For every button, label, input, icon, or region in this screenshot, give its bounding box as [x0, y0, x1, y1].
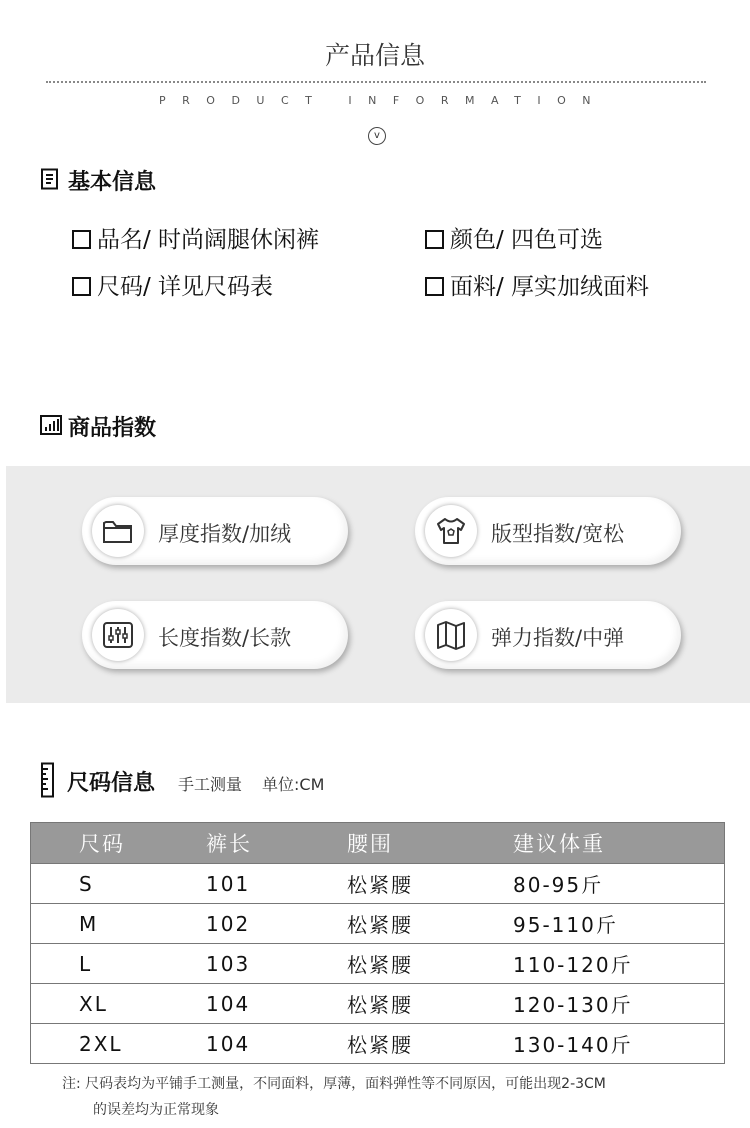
checkbox-icon	[425, 230, 444, 249]
column-header: 腰围	[347, 823, 513, 864]
table-cell: 130-140斤	[513, 1024, 725, 1064]
table-cell: L	[31, 944, 201, 984]
table-cell: 110-120斤	[513, 944, 725, 984]
dotted-divider	[46, 81, 706, 83]
table-header-row	[31, 823, 725, 864]
size-heading: 尺码信息	[67, 771, 156, 796]
map-icon	[425, 609, 477, 661]
table-cell: 2XL	[31, 1024, 201, 1064]
table-cell: XL	[31, 984, 201, 1024]
index-heading: 商品指数	[68, 416, 157, 441]
chevron-down-icon: v	[368, 127, 386, 145]
index-card-fit	[415, 497, 681, 565]
table-row	[31, 864, 725, 904]
table-cell: M	[31, 904, 201, 944]
index-card-elasticity	[415, 601, 681, 669]
basic-info-heading: 基本信息	[68, 170, 157, 195]
bar-chart-icon	[40, 414, 62, 440]
index-label: 厚度指数/	[158, 522, 250, 546]
table-cell: 101	[200, 864, 347, 904]
table-cell: 102	[200, 904, 347, 944]
index-card-thickness	[82, 497, 348, 565]
column-header: 裤长	[200, 823, 347, 864]
size-unit: 单位:CM	[262, 775, 325, 794]
table-cell: 松紧腰	[347, 984, 513, 1024]
info-item-color: 颜色/ 四色可选	[425, 221, 603, 254]
tshirt-icon	[425, 505, 477, 557]
table-row	[31, 984, 725, 1024]
index-label: 弹力指数/	[491, 626, 583, 650]
page-subtitle: PRODUCT INFORMATION	[159, 94, 607, 107]
table-cell: 95-110斤	[513, 904, 725, 944]
checkbox-icon	[72, 230, 91, 249]
ruler-icon	[40, 762, 56, 802]
index-value: 加绒	[249, 522, 292, 546]
size-table	[30, 822, 725, 1064]
index-value: 中弹	[582, 626, 625, 650]
index-label: 版型指数/	[491, 522, 583, 546]
note-line: 的误差均为正常现象	[93, 1102, 219, 1118]
table-row	[31, 904, 725, 944]
table-cell: 104	[200, 1024, 347, 1064]
table-cell: S	[31, 864, 201, 904]
table-cell: 松紧腰	[347, 904, 513, 944]
table-cell: 103	[200, 944, 347, 984]
document-icon	[40, 168, 60, 194]
info-item-fabric: 面料/ 厚实加绒面料	[425, 268, 649, 301]
index-card-length	[82, 601, 348, 669]
checkbox-icon	[425, 277, 444, 296]
table-row	[31, 1024, 725, 1064]
info-item-size: 尺码/ 详见尺码表	[72, 268, 273, 301]
table-cell: 松紧腰	[347, 1024, 513, 1064]
sliders-icon	[92, 609, 144, 661]
table-cell: 104	[200, 984, 347, 1024]
size-method: 手工测量	[178, 775, 243, 794]
page-title: 产品信息	[324, 41, 425, 70]
table-cell: 120-130斤	[513, 984, 725, 1024]
index-value: 宽松	[582, 522, 625, 546]
column-header: 尺码	[31, 823, 201, 864]
folder-icon	[92, 505, 144, 557]
table-cell: 80-95斤	[513, 864, 725, 904]
index-value: 长款	[249, 626, 292, 650]
table-row	[31, 944, 725, 984]
index-label: 长度指数/	[158, 626, 250, 650]
table-cell: 松紧腰	[347, 864, 513, 904]
info-item-name: 品名/ 时尚阔腿休闲裤	[72, 221, 319, 254]
note-line: 注: 尺码表均为平铺手工测量，不同面料，厚薄，面料弹性等不同原因，可能出现2-3CM	[62, 1076, 606, 1092]
column-header: 建议体重	[513, 823, 725, 864]
checkbox-icon	[72, 277, 91, 296]
size-note	[62, 1071, 606, 1123]
table-cell: 松紧腰	[347, 944, 513, 984]
